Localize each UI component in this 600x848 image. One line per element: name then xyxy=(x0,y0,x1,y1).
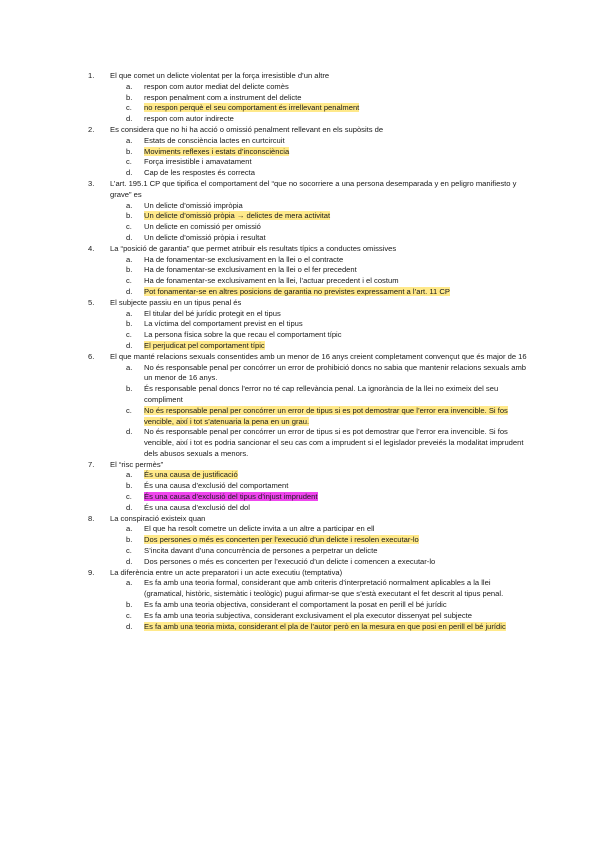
option-list xyxy=(88,524,528,567)
question-text: Es considera que no hi ha acció o omissió penalment rellevant en els supòsits de xyxy=(110,124,384,134)
question-number: 4. xyxy=(88,243,95,253)
option-text-wrap xyxy=(144,82,528,93)
option-text-wrap xyxy=(144,147,528,158)
option-letter: d. xyxy=(126,286,133,296)
option-text-wrap xyxy=(144,201,528,212)
answer-option xyxy=(88,211,528,222)
option-list xyxy=(88,470,528,513)
option-text-wrap xyxy=(144,470,528,481)
option-text-wrap xyxy=(144,578,528,600)
question-8 xyxy=(88,514,528,568)
option-text-wrap xyxy=(144,211,528,222)
question-7 xyxy=(88,460,528,514)
option-text: No és responsable penal per concórrer un error de tipus si es pot demostrar que l’error era invencible. Si fos vencible, així i tot es podria sancionar el seu cas com a imprudent si el legislador preveiés la modalitat imprudent dels abusos sexuals a menors. xyxy=(144,427,524,458)
option-letter: b. xyxy=(126,92,133,102)
answer-option xyxy=(88,114,528,125)
question-text: El que comet un delicte violentat per la força irresistible d’un altre xyxy=(110,71,330,80)
option-letter: c. xyxy=(126,546,132,556)
option-list xyxy=(88,255,528,298)
option-text-wrap xyxy=(144,255,528,266)
answer-option xyxy=(88,309,528,320)
option-text-wrap xyxy=(144,114,528,125)
answer-option xyxy=(88,524,528,535)
option-text: Ha de fonamentar-se exclusivament en la llei o el contracte xyxy=(144,254,344,264)
question-text: La conspiració existeix quan xyxy=(110,513,206,523)
option-text: La víctima del comportament previst en el tipus xyxy=(144,319,303,329)
option-text-wrap xyxy=(144,309,528,320)
option-letter: c. xyxy=(126,610,132,620)
option-letter: a. xyxy=(126,362,133,372)
option-text-wrap xyxy=(144,265,528,276)
option-letter: a. xyxy=(126,578,133,588)
answer-option xyxy=(88,265,528,276)
option-text-wrap xyxy=(144,93,528,104)
option-letter: d. xyxy=(126,168,133,178)
option-letter: b. xyxy=(126,211,133,221)
answer-option xyxy=(88,319,528,330)
highlighted-option-text: no respon perquè el seu comportament és irrellevant penalment xyxy=(144,103,360,113)
option-letter: c. xyxy=(126,222,132,232)
option-text-wrap xyxy=(144,233,528,244)
option-text-wrap xyxy=(144,481,528,492)
question-number: 5. xyxy=(88,297,95,307)
option-letter: c. xyxy=(126,103,132,113)
option-list xyxy=(88,578,528,632)
option-list xyxy=(88,201,528,244)
option-text: Ha de fonamentar-se exclusivament en la llei o el fer precedent xyxy=(144,265,357,275)
option-text-wrap xyxy=(144,222,528,233)
option-list xyxy=(88,363,528,460)
option-letter: d. xyxy=(126,556,133,566)
option-letter: b. xyxy=(126,535,133,545)
question-line xyxy=(88,71,528,82)
option-letter: a. xyxy=(126,470,133,480)
question-line xyxy=(88,244,528,255)
question-number: 2. xyxy=(88,124,95,134)
answer-option xyxy=(88,255,528,266)
option-letter: b. xyxy=(126,384,133,394)
option-letter: c. xyxy=(126,405,132,415)
answer-option xyxy=(88,341,528,352)
option-letter: b. xyxy=(126,146,133,156)
question-2 xyxy=(88,125,528,179)
option-text: És responsable penal doncs l’error no té cap rellevància penal. La ignorància de la llei no eximeix del seu compliment xyxy=(144,384,499,404)
highlighted-option-text: És una causa d’exclusió del tipus d’injust imprudent xyxy=(144,492,318,502)
option-text-wrap xyxy=(144,524,528,535)
option-text: Estats de consciència lactes en curtcircuit xyxy=(144,135,285,145)
answer-option xyxy=(88,557,528,568)
option-text-wrap xyxy=(144,611,528,622)
question-line xyxy=(88,514,528,525)
option-text-wrap xyxy=(144,384,528,406)
answer-option xyxy=(88,546,528,557)
option-letter: c. xyxy=(126,276,132,286)
question-1 xyxy=(88,71,528,125)
question-line xyxy=(88,298,528,309)
answer-option xyxy=(88,147,528,158)
answer-option xyxy=(88,611,528,622)
answer-option xyxy=(88,287,528,298)
option-text-wrap xyxy=(144,492,528,503)
answer-option xyxy=(88,492,528,503)
option-text-wrap xyxy=(144,168,528,179)
option-text: És una causa d’exclusió del dol xyxy=(144,502,250,512)
option-text: Dos persones o més es concerten per l’execució d’un delicte i comencen a executar-lo xyxy=(144,556,436,566)
question-number: 3. xyxy=(88,178,95,188)
option-text-wrap xyxy=(144,503,528,514)
answer-option xyxy=(88,168,528,179)
answer-option xyxy=(88,406,528,428)
question-line xyxy=(88,179,528,201)
option-letter: d. xyxy=(126,502,133,512)
option-letter: c. xyxy=(126,157,132,167)
highlighted-option-text: Es fa amb una teoria mixta, considerant el pla de l’autor però en la mesura en que posi en perill el bé jurídic xyxy=(144,621,506,631)
option-letter: c. xyxy=(126,330,132,340)
answer-option xyxy=(88,103,528,114)
option-text-wrap xyxy=(144,622,528,633)
option-text: Força irresistible i amavatament xyxy=(144,157,252,167)
question-number: 9. xyxy=(88,567,95,577)
question-4 xyxy=(88,244,528,298)
answer-option xyxy=(88,157,528,168)
question-3 xyxy=(88,179,528,244)
option-letter: a. xyxy=(126,524,133,534)
option-letter: b. xyxy=(126,319,133,329)
option-text-wrap xyxy=(144,406,528,428)
option-list xyxy=(88,82,528,125)
answer-option xyxy=(88,535,528,546)
highlighted-option-text: És una causa de justificació xyxy=(144,470,238,480)
option-text-wrap xyxy=(144,341,528,352)
option-text-wrap xyxy=(144,136,528,147)
option-text-wrap xyxy=(144,427,528,459)
highlighted-option-text: Moviments reflexes i estats d’inconsciència xyxy=(144,146,290,156)
answer-option xyxy=(88,481,528,492)
option-text-wrap xyxy=(144,546,528,557)
option-text: La persona física sobre la que recau el comportament típic xyxy=(144,330,342,340)
option-text-wrap xyxy=(144,319,528,330)
answer-option xyxy=(88,136,528,147)
answer-option xyxy=(88,93,528,104)
answer-option xyxy=(88,276,528,287)
question-5 xyxy=(88,298,528,352)
option-letter: a. xyxy=(126,308,133,318)
answer-option xyxy=(88,222,528,233)
option-letter: d. xyxy=(126,621,133,631)
answer-option xyxy=(88,427,528,459)
highlighted-option-text: El perjudicat pel comportament típic xyxy=(144,340,265,350)
option-list xyxy=(88,136,528,179)
question-line xyxy=(88,352,528,363)
answer-option xyxy=(88,330,528,341)
question-text: El “risc permès” xyxy=(110,459,164,469)
answer-option xyxy=(88,470,528,481)
answer-option xyxy=(88,384,528,406)
option-text: És una causa d’exclusió del comportament xyxy=(144,481,289,491)
option-text-wrap xyxy=(144,557,528,568)
option-letter: c. xyxy=(126,492,132,502)
option-letter: b. xyxy=(126,481,133,491)
option-text: No és responsable penal per concórrer un error de prohibició doncs no sabia que mantenir relacions sexuals amb un menor de 16 anys. xyxy=(144,362,527,383)
option-text-wrap xyxy=(144,157,528,168)
option-text: respon com autor indirecte xyxy=(144,114,234,124)
option-letter: d. xyxy=(126,340,133,350)
highlighted-option-text: Un delicte d’omissió pròpia → delictes de mera activitat xyxy=(144,211,331,221)
answer-option xyxy=(88,503,528,514)
question-text: La diferència entre un acte preparatori i un acte executiu (temptativa) xyxy=(110,567,343,577)
option-text: Un delicte d’omissió pròpia i resultat xyxy=(144,232,266,242)
question-text: El que manté relacions sexuals consentides amb un menor de 16 anys creient completament convençut que és major de 16 xyxy=(110,351,527,361)
question-text: La “posició de garantia” que permet atribuir els resultats típics a conductes omissives xyxy=(110,243,397,253)
answer-option xyxy=(88,600,528,611)
question-number: 6. xyxy=(88,351,95,361)
option-text-wrap xyxy=(144,287,528,298)
answer-option xyxy=(88,363,528,385)
option-letter: a. xyxy=(126,135,133,145)
option-text: El que ha resolt cometre un delicte invita a un altre a participar en ell xyxy=(144,524,375,534)
option-letter: d. xyxy=(126,427,133,437)
option-letter: a. xyxy=(126,254,133,264)
option-text: respon penalment com a instrument del delicte xyxy=(144,92,302,102)
option-text: Es fa amb una teoria subjectiva, considerant exclusivament el pla executor dissenyat pel subjecte xyxy=(144,610,472,620)
answer-option xyxy=(88,233,528,244)
option-letter: d. xyxy=(126,114,133,124)
option-letter: b. xyxy=(126,265,133,275)
option-text: Es fa amb una teoria formal, considerant que amb criteris d’interpretació normalment aplicables a la llei (gramatical, històric, sistemàtic i teològic) pugui afirmar-se que s’està executant el fet descrit al tipus penal. xyxy=(144,578,504,599)
answer-option xyxy=(88,578,528,600)
option-text: Ha de fonamentar-se exclusivament en la llei, l’actuar precedent i el costum xyxy=(144,276,399,286)
option-text: Cap de les respostes és correcta xyxy=(144,168,256,178)
option-text: El titular del bé jurídic protegit en el tipus xyxy=(144,308,281,318)
question-9 xyxy=(88,568,528,633)
quiz-list xyxy=(88,71,528,632)
option-text: S’incita davant d’una concurrència de persones a perpetrar un delicte xyxy=(144,546,378,556)
option-letter: a. xyxy=(126,81,133,91)
question-line xyxy=(88,568,528,579)
option-text-wrap xyxy=(144,535,528,546)
question-line xyxy=(88,125,528,136)
highlighted-option-text: Dos persones o més es concerten per l’execució d’un delicte i resolen executar-lo xyxy=(144,535,419,545)
option-letter: b. xyxy=(126,600,133,610)
answer-option xyxy=(88,201,528,212)
question-text: L’art. 195.1 CP que tipifica el comportament del “que no socorriere a una persona desemparada y en peligro manifiesto y grave” es xyxy=(110,178,517,199)
option-text-wrap xyxy=(144,276,528,287)
option-letter: a. xyxy=(126,200,133,210)
option-text: Un delicte en comissió per omissió xyxy=(144,222,261,232)
question-number: 7. xyxy=(88,459,95,469)
answer-option xyxy=(88,82,528,93)
option-text-wrap xyxy=(144,103,528,114)
answer-option xyxy=(88,622,528,633)
option-list xyxy=(88,309,528,352)
question-line xyxy=(88,460,528,471)
option-text: Es fa amb una teoria objectiva, considerant el comportament la posat en perill el bé jurídic xyxy=(144,600,447,610)
question-number: 1. xyxy=(88,71,95,80)
option-text-wrap xyxy=(144,330,528,341)
option-text: respon com autor mediat del delicte comès xyxy=(144,81,289,91)
highlighted-option-text: No és responsable penal per concórrer un error de tipus si es pot demostrar que l’error era invencible. Si fos vencible, així i tot s’atenuaria la pena en un grau. xyxy=(144,405,508,426)
option-letter: d. xyxy=(126,232,133,242)
option-text-wrap xyxy=(144,600,528,611)
option-text: Un delicte d’omissió impròpia xyxy=(144,200,243,210)
question-text: El subjecte passiu en un tipus penal és xyxy=(110,297,242,307)
highlighted-option-text: Pot fonamentar-se en altres posicions de garantia no previstes expressament a l’art. 11 CP xyxy=(144,286,450,296)
question-6 xyxy=(88,352,528,460)
option-text-wrap xyxy=(144,363,528,385)
question-number: 8. xyxy=(88,513,95,523)
